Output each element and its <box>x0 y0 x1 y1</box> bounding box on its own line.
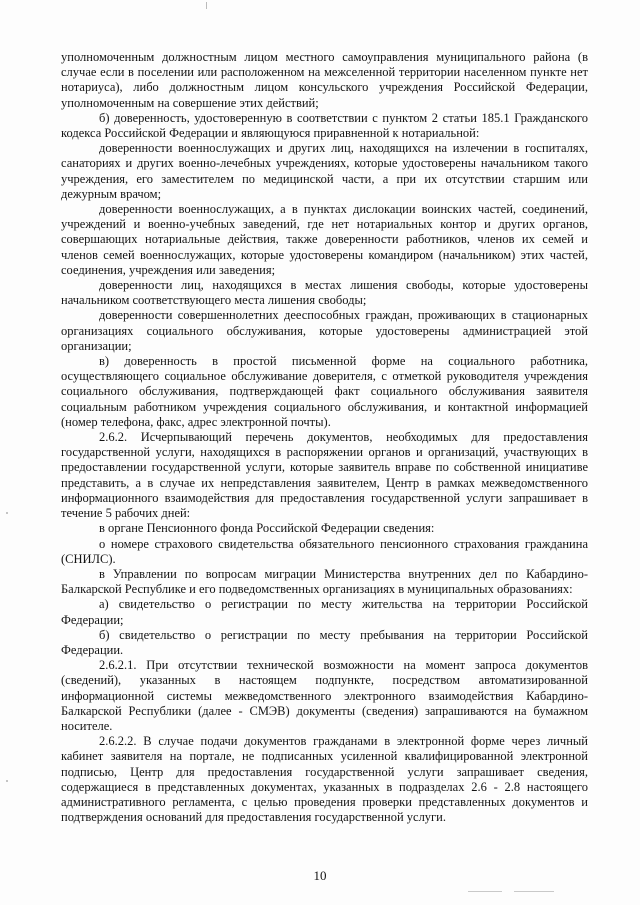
document-body <box>61 50 588 825</box>
scan-artifact-line <box>468 891 502 892</box>
paragraph: доверенности военнослужащих и других лиц, находящихся на излечении в госпиталях, санаториях и других военно-лечебных учреждениях, которые удостоверены начальником такого учреждения, его заместителем по медицинской части, а при их отсутствии старшим или дежурным врачом; <box>61 141 588 201</box>
scan-mark <box>206 2 211 9</box>
paragraph: а) свидетельство о регистрации по месту жительства на территории Российской Федерации; <box>61 597 588 627</box>
paragraph: доверенности военнослужащих, а в пунктах дислокации воинских частей, соединений, учреждений и военно-учебных заведений, где нет нотариальных контор и других органов, совершающих нотариальные действия, также доверенности работников, членов их семей и членов семей военнослужащих, которые удостоверены командиром (начальником) этих частей, соединения, учреждения или заведения; <box>61 202 588 277</box>
paragraph: уполномоченным должностным лицом местного самоуправления муниципального района (в случае если в поселении или расположенном на межселенной территории населенном пункте нет нотариуса), либо должностным лицом консульского учреждения Российской Федерации, уполномоченным на совершение этих действий; <box>61 50 588 110</box>
paragraph: в Управлении по вопросам миграции Министерства внутренних дел по Кабардино-Балкарской Республике и его подведомственных организациях в муниципальных образованиях: <box>61 566 588 597</box>
paragraph: в) доверенность в простой письменной форме на социального работника, осуществляющего социальное обслуживание доверителя, с отметкой руководителя учреждения социального обслуживания, подтверждающей факт социального обслуживания заявителя социальным работником учреждения социального обслуживания, и контактной информацией (номер телефона, факс, адрес электронной почты). <box>61 354 588 429</box>
paragraph: о номере страхового свидетельства обязательного пенсионного страхования гражданина (СНИЛС). <box>61 536 588 566</box>
paragraph: доверенности лиц, находящихся в местах лишения свободы, которые удостоверены начальником соответствующего места лишения свободы; <box>61 278 588 308</box>
paragraph: б) свидетельство о регистрации по месту пребывания на территории Российской Федерации. <box>61 627 588 657</box>
paragraph: доверенности совершеннолетних дееспособных граждан, проживающих в стационарных организациях социального обслуживания, которые удостоверены администрацией этой организации; <box>61 308 588 353</box>
paragraph: в органе Пенсионного фонда Российской Федерации сведения: <box>99 521 435 536</box>
paragraph: 2.6.2.2. В случае подачи документов гражданами в электронной форме через личный кабинет заявителя на портале, не подписанных усиленной квалифицированной электронной подписью, Центр для предоставления государственной услуги запрашивает сведения, содержащиеся в представленных документах, указанных в подразделах 2.6 - 2.8 настоящего административного регламента, с целью проведения проверки представленных документов и подтверждения оснований для предоставления государственной услуги. <box>61 734 588 825</box>
scan-artifact-line <box>514 891 554 892</box>
page-number: 10 <box>313 868 327 883</box>
paragraph: б) доверенность, удостоверенную в соответствии с пунктом 2 статьи 185.1 Гражданского кодекса Российской Федерации и являющуюся приравненной к нотариальной: <box>61 110 588 141</box>
paragraph: 2.6.2.1. При отсутствии технической возможности на момент запроса документов (сведений), указанных в настоящем подпункте, посредством автоматизированной информационной системы межведомственного электронного взаимодействия Кабардино-Балкарской Республики (далее - СМЭВ) документы (сведения) запрашиваются на бумажном носителе. <box>61 658 588 733</box>
scan-artifact-dot <box>6 512 8 514</box>
scan-artifact-dot <box>6 780 8 782</box>
paragraph: 2.6.2. Исчерпывающий перечень документов, необходимых для предоставления государственной услуги, находящихся в распоряжении органов и организаций, участвующих в предоставлении государственной услуги, которые заявитель вправе по собственной инициативе представить, а в случае их непредставления заявителем, Центр в рамках межведомственного информационного взаимодействия для предоставления государственной услуги запрашивает в течение 5 рабочих дней: <box>61 430 588 521</box>
